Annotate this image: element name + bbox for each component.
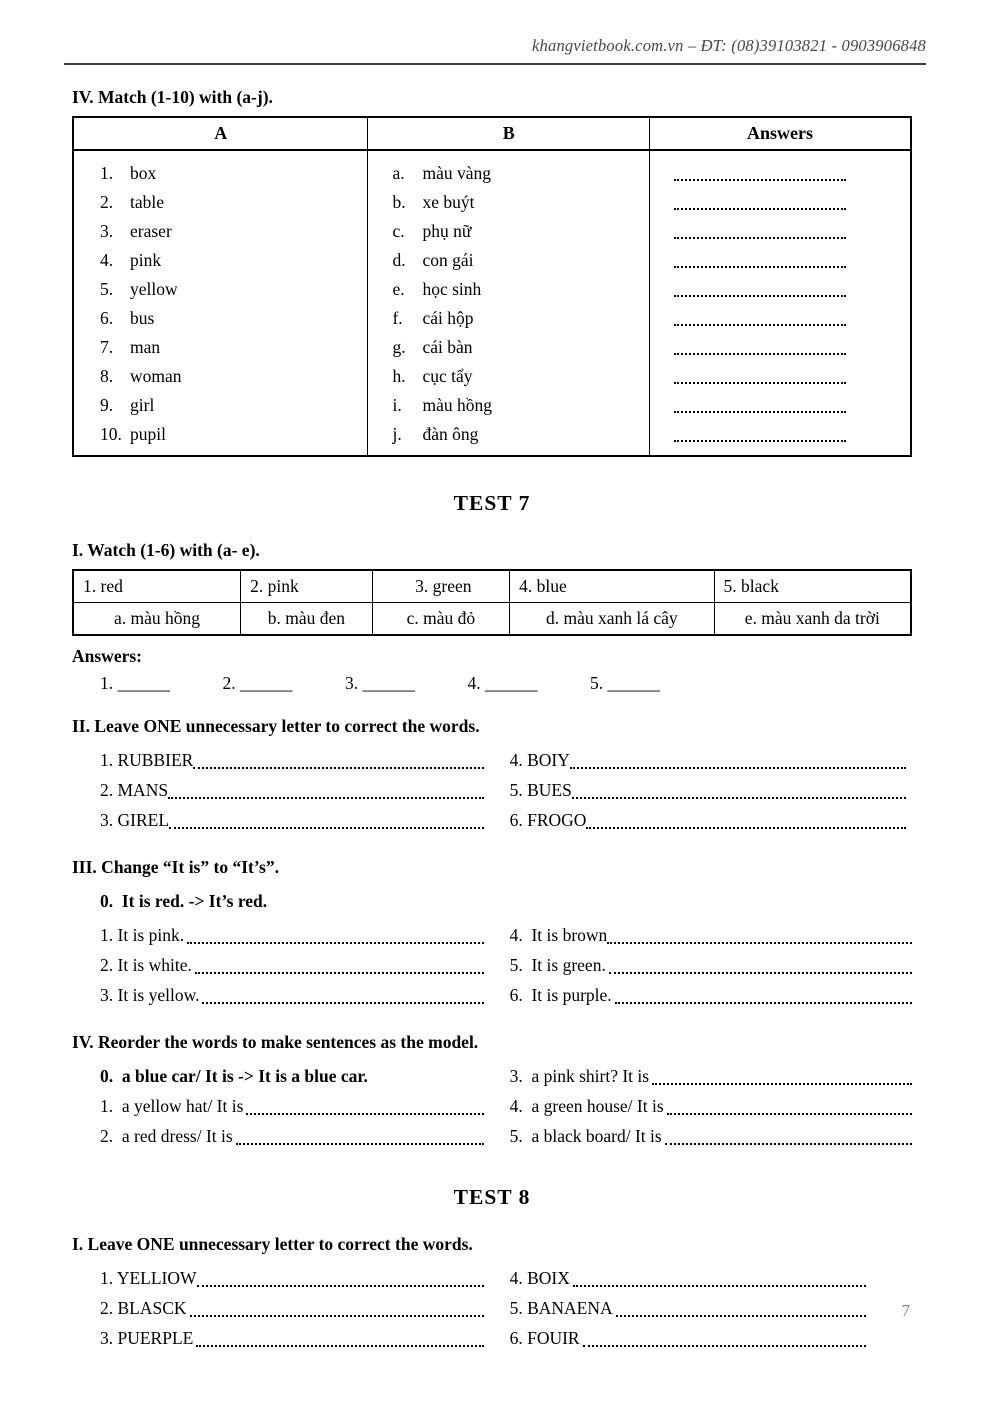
- color-word-cell: 3. green: [372, 570, 509, 603]
- match-item-a: 10. pupil: [100, 424, 166, 444]
- dotted-blank: [607, 942, 912, 944]
- match-item-a: 3. eraser: [100, 221, 172, 241]
- match-item-b: f. cái hộp: [392, 308, 474, 328]
- right-column: [510, 1263, 912, 1353]
- exercise-item: 6. FROGO: [510, 805, 906, 835]
- exercise-item: 1. It is pink.: [72, 920, 484, 950]
- left-column: [72, 920, 484, 1010]
- dotted-blank: [674, 208, 846, 210]
- answer-blank-line: [650, 275, 910, 304]
- color-word-cell: 1. red: [73, 570, 241, 603]
- test8-heading: TEST 8: [453, 1185, 531, 1209]
- color-meaning-cell: d. màu xanh lá cây: [510, 603, 714, 636]
- answer-blank-line: [650, 246, 910, 275]
- dotted-blank: [193, 767, 483, 769]
- exercise-item: 4. BOIX: [510, 1263, 866, 1293]
- right-column: [510, 920, 912, 1010]
- answers-label: Answers:: [72, 646, 142, 666]
- exercise-item: 1. RUBBIER: [72, 745, 484, 775]
- dotted-blank: [674, 295, 846, 297]
- match-table: [72, 116, 912, 457]
- match-table-header-row: [73, 117, 911, 150]
- match-item-a: 1. box: [100, 163, 157, 183]
- exercise-item: 5. a black board/ It is: [510, 1121, 912, 1151]
- color-word-cell: 2. pink: [241, 570, 373, 603]
- dotted-blank: [190, 1315, 484, 1317]
- dotted-blank: [616, 1315, 866, 1317]
- color-match-table: [72, 569, 912, 636]
- match-column-answers: [650, 150, 911, 456]
- exercise-item: 4. a green house/ It is: [510, 1091, 912, 1121]
- test7-section3-title: III. Change “It is” to “It’s”.: [72, 857, 279, 877]
- exercise-item: 5. It is green.: [510, 950, 912, 980]
- header-site-info: khangvietbook.com.vn – ĐT: (08)39103821 - 0903906848: [532, 36, 926, 55]
- dotted-blank: [586, 827, 906, 829]
- answer-blank-line: [650, 159, 910, 188]
- match-col-header-answers: Answers: [650, 117, 911, 150]
- match-item-a: 2. table: [100, 192, 165, 212]
- match-column-a: [73, 150, 368, 456]
- dotted-blank: [570, 767, 906, 769]
- test7-section4-items: [72, 1061, 912, 1151]
- color-meaning-cell: e. màu xanh da trời: [714, 603, 911, 636]
- test7-section1-title: I. Watch (1-6) with (a- e).: [72, 540, 260, 560]
- color-words-row: [73, 570, 911, 603]
- color-meanings-row: [73, 603, 911, 636]
- dotted-blank: [674, 266, 846, 268]
- match-item-a: 9. girl: [100, 395, 155, 415]
- dotted-blank: [667, 1113, 912, 1115]
- exercise-item: 3. It is yellow.: [72, 980, 484, 1010]
- match-column-b: [368, 150, 650, 456]
- dotted-blank: [196, 1345, 483, 1347]
- color-meaning-cell: a. màu hồng: [73, 603, 241, 636]
- dotted-blank: [652, 1083, 912, 1085]
- test8-section1-items: [72, 1263, 912, 1353]
- exercise-item: 4. It is brown: [510, 920, 912, 950]
- test8-section1-title: I. Leave ONE unnecessary letter to correct the words.: [72, 1234, 473, 1254]
- test7-section3-items: [72, 920, 912, 1010]
- dotted-blank: [187, 942, 483, 944]
- test7-heading: TEST 7: [453, 491, 531, 515]
- dotted-blank: [674, 324, 846, 326]
- page-content: [0, 87, 990, 1353]
- answer-blank-line: [650, 333, 910, 362]
- right-column: [510, 1061, 912, 1151]
- dotted-blank: [246, 1113, 483, 1115]
- color-meaning-cell: b. màu đen: [241, 603, 373, 636]
- left-column: [72, 1061, 484, 1151]
- match-item-a: 6. bus: [100, 308, 155, 328]
- answer-blank-line: [650, 304, 910, 333]
- exercise-item: 4. BOIY: [510, 745, 906, 775]
- dotted-blank: [674, 440, 846, 442]
- match-item-b: g. cái bàn: [392, 337, 473, 357]
- color-word-cell: 4. blue: [510, 570, 714, 603]
- exercise-item: 2. a red dress/ It is: [72, 1121, 484, 1151]
- match-item-a: 8. woman: [100, 366, 182, 386]
- dotted-blank: [583, 1345, 866, 1347]
- test7-section2-items: [72, 745, 912, 835]
- match-item-b: d. con gái: [392, 250, 474, 270]
- left-column: [72, 745, 484, 835]
- match-item-a: 5. yellow: [100, 279, 178, 299]
- color-word-cell: 5. black: [714, 570, 911, 603]
- left-column: [72, 1263, 484, 1353]
- match-item-a: 7. man: [100, 337, 161, 357]
- answer-blank-line: [650, 420, 910, 449]
- exercise-item: 6. It is purple.: [510, 980, 912, 1010]
- model-example: 0. a blue car/ It is -> It is a blue car.: [100, 1066, 368, 1086]
- match-table-body-row: [73, 150, 911, 456]
- exercise-item: 5. BUES: [510, 775, 906, 805]
- model-example: 0. It is red. -> It’s red.: [100, 891, 268, 911]
- dotted-blank: [197, 1285, 484, 1287]
- exercise-item: 2. It is white.: [72, 950, 484, 980]
- exercise-item: 2. MANS: [72, 775, 484, 805]
- exercise-item: 5. BANAENA: [510, 1293, 866, 1323]
- match-item-b: j. đàn ông: [392, 424, 479, 444]
- page-number: 7: [901, 1301, 910, 1320]
- dotted-blank: [674, 179, 846, 181]
- match-col-header-b: B: [368, 117, 650, 150]
- exercise-item: 3. PUERPLE: [72, 1323, 484, 1353]
- match-item-b: b. xe buýt: [392, 192, 475, 212]
- dotted-blank: [573, 1285, 866, 1287]
- right-column: [510, 745, 912, 835]
- match-col-header-a: A: [73, 117, 368, 150]
- test7-section4-title: IV. Reorder the words to make sentences as the model.: [72, 1032, 479, 1052]
- dotted-blank: [609, 972, 912, 974]
- match-item-b: i. màu hồng: [392, 395, 492, 415]
- match-item-b: a. màu vàng: [392, 163, 491, 183]
- answers-blanks-line: 1. ______ 2. ______ 3. ______ 4. ______ 5. ______: [100, 673, 660, 693]
- match-item-b: h. cục tẩy: [392, 366, 473, 386]
- dotted-blank: [202, 1002, 483, 1004]
- dotted-blank: [674, 411, 846, 413]
- exercise-item: 3. GIREL: [72, 805, 484, 835]
- exercise-item: 6. FOUIR: [510, 1323, 866, 1353]
- dotted-blank: [236, 1143, 484, 1145]
- match-item-b: e. học sinh: [392, 279, 482, 299]
- color-meaning-cell: c. màu đỏ: [372, 603, 509, 636]
- match-item-b: c. phụ nữ: [392, 221, 472, 241]
- exercise-item: 1. YELLIOW: [72, 1263, 484, 1293]
- match-item-a: 4. pink: [100, 250, 162, 270]
- answer-blank-line: [650, 188, 910, 217]
- dotted-blank: [572, 797, 906, 799]
- match-section-title: IV. Match (1-10) with (a-j).: [72, 87, 273, 107]
- answer-blank-line: [650, 217, 910, 246]
- answer-blank-line: [650, 391, 910, 420]
- dotted-blank: [674, 237, 846, 239]
- exercise-item: 3. a pink shirt? It is: [510, 1061, 912, 1091]
- dotted-blank: [665, 1143, 912, 1145]
- dotted-blank: [195, 972, 484, 974]
- dotted-blank: [169, 827, 484, 829]
- exercise-item: 1. a yellow hat/ It is: [72, 1091, 484, 1121]
- answer-blank-line: [650, 362, 910, 391]
- dotted-blank: [674, 382, 846, 384]
- exercise-item: 2. BLASCK: [72, 1293, 484, 1323]
- dotted-blank: [168, 797, 484, 799]
- dotted-blank: [615, 1002, 912, 1004]
- page-header: [64, 0, 926, 65]
- dotted-blank: [674, 353, 846, 355]
- test7-section2-title: II. Leave ONE unnecessary letter to correct the words.: [72, 716, 480, 736]
